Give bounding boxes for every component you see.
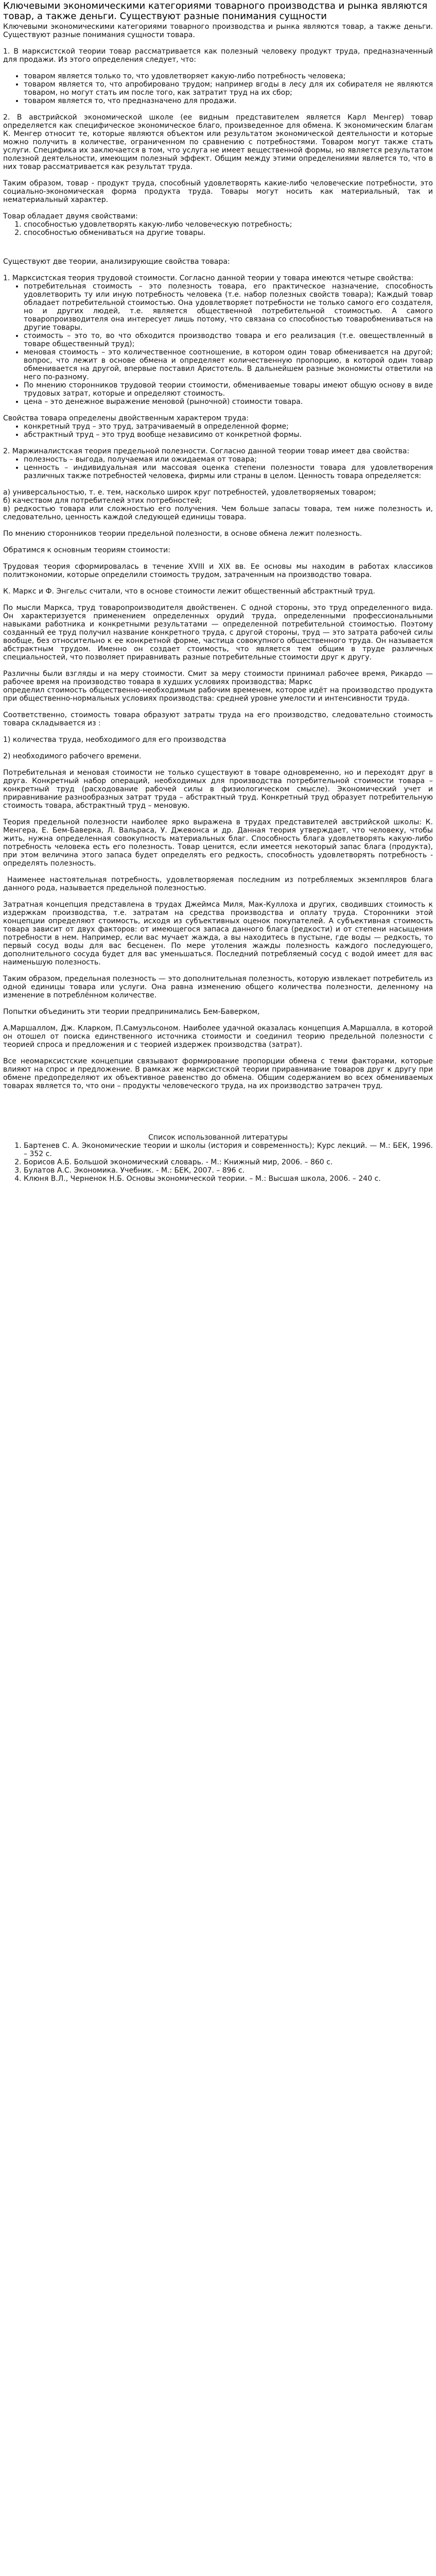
- paragraph-marginal-utility-theory: Теория предельной полезности наиболее ярко выражена в трудах представителей австрийской школы: К. Менгера, Е. Бем-Баверка, Л. Вальраса, У. Джевонса и др. Данная теория утверждает, что человеку, чтобы жить, нужна определенная совокупность материальных благ. Способность блага удовлетворять какую-либо потребность человека есть его полезность. Товар ценится, если имеется некоторый запас блага (продукта), при этом величина этого запаса будет определять его редкость, способность удовлетворять потребность - определять полезность.: [3, 818, 433, 868]
- paragraph-marx-dual-labor: По мысли Маркса, труд товаропроизводителя двойственен. С одной стороны, это труд определенного вида. Он характеризуется применением определенных орудий труда, определенными профессиональными навыками работника и конкретными результатами — определенной потребительной стоимостью. Поэтому созданный ее труд получил название конкретного труда, с другой стороны, труд — это затрата рабочей силы вообще, без относительно к ее конкретной форме, частица совокупного общественного труда. Он называется абстрактным трудом. Именно он создает стоимость, что является тем общим в труде различных специальностей, что позволяет приравнивать разные потребительные стоимости друг к другу.: [3, 604, 433, 662]
- paragraph-socially-necessary-time: определил стоимость общественно-необходимым рабочим временем, которое идёт на производство продукта при общественно-нормальных условиях производства: средней уровне умелости и интенсивности труда.: [3, 686, 433, 703]
- list-item: • По мнению сторонников трудовой теории стоимости, обмениваемые товары имеют общую основу в виде трудовых затрат, которые и определяют стоимость.: [24, 381, 433, 398]
- list-item: • абстрактный труд – это труд вообще независимо от конкретной формы.: [24, 431, 433, 439]
- paragraph-value-theories: Обратимся к основным теориям стоимости:: [3, 546, 170, 554]
- list-item: • товаром является то, что апробировано трудом; например вгоды в лесу для их собирателя не являются товаром, но могут стать им после того, как затратит труд на их сбор;: [24, 80, 433, 97]
- list-two-properties: [3, 221, 433, 237]
- spacer: [3, 1098, 433, 1117]
- references-title: Список использованной литературы: [148, 1133, 288, 1142]
- paragraph-marx-engels: К. Маркс и Ф. Энгельс считали, что в основе стоимости лежит общественный абстрактный труд.: [3, 587, 375, 596]
- paragraph-use-exchange-value: Потребительная и меновая стоимости не только существуют в товаре одновременно, но и переходят друг в друга. Конкретный набор операций, необходимых для производства потребительной стоимости товара – конкретный труд (расходование рабочей силы в физиологическом смысле). Экономический учет и приравнивание разнообразных затрат труда – абстрактный труд. Конкретный труд образует потребительную стоимость товара, абстрактный труд – меновую.: [3, 769, 433, 810]
- paragraph-value-b: б) качеством для потребителей этих потребностей;: [3, 497, 202, 505]
- list-marginal-properties: [3, 455, 433, 480]
- list-item: • ценность – индивидуальная или массовая оценка степени полезности товара для удовлетворения различных также потребностей человека, фирмы или страны в целом. Ценность товара определяется:: [24, 464, 433, 480]
- list-item: • полезность – выгода, получаемая или ожидаемая от товара;: [24, 455, 433, 464]
- reference-item: 1. Бартенев С. А. Экономические теории и школы (история и современность); Курс лекций. — М.: БЕК, 1996. – 352 с.: [24, 1142, 433, 1158]
- paragraph-two-properties-intro: Товар обладает двумя свойствами:: [3, 212, 138, 221]
- spacer: [3, 245, 433, 258]
- paragraph-two-theories: Существуют две теории, анализирующие свойства товара:: [3, 258, 230, 266]
- paragraph-labor-theory: 1. Марксистская теория трудовой стоимости. Согласно данной теории у товара имеются четыре свойства:: [3, 274, 414, 282]
- reference-item: 4. Клюня В.Л., Черненок Н.Б. Основы экономической теории. – М.: Высшая школа, 2006. – 240 с.: [24, 1175, 433, 1183]
- paragraph-conclusion: Таким образом, товар - продукт труда, способный удовлетворять какие-либо человеческие потребности, это социально-экономическая форма продукта труда. Товары могут носить как материальный, так и нематериальный характер.: [3, 179, 433, 204]
- list-item: 1. способностью удовлетворять какую-либо человеческую потребность;: [24, 221, 433, 229]
- paragraph-cost-concept: Затратная концепция представлена в трудах Джеймса Миля, Мак-Куллоха и других, сводивших стоимость к издержкам производства, т.е. затратам на средства производства и оплату труда. Сторонники этой концепции определяют стоимость, исходя из субъективных оценок покупателей. А субъективная стоимость товара зависит от двух факторов: от имеющегося запаса данного блага (редкости) и от степени насыщения потребности в нем. Например, если вас мучает жажда, а вы находитесь в пустыне, где воды — редкость, то первый сосуд воды для вас бесценен. По мере утоления жажды полезность каждого последующего, дополнительного сосуда будет для вас уменьшаться. Последний потребляемый сосуд с водой имеет для вас наименьшую полезность.: [3, 901, 433, 967]
- paragraph-marginal-utility-summary: Таким образом, предельная полезность — это дополнительная полезность, которую извлекает потребитель из одной единицы товара или услуги. Она равна изменению общего количества полезности, деленному на изменение в потреблённом количестве.: [3, 975, 433, 999]
- paragraph-austrian-school: 2. В австрийской экономической школе (ее видным представителем является Карл Менгер) товар определяется как специфическое экономическое благо, произведенное для обмена. К экономическим благам К. Менгер относит те, которые являются объектом или результатом экономической деятельности и которые можно получить в количестве, ограниченном по сравнению с потребностями. Товаром могут также стать услуги. Специфика их заключается в том, что услуга не имеет вещественной формы, но является результатом полезной деятельности, имеющим полезный эффект. Общим между этими определениями является то, что в них товар рассматривается как результат труда.: [3, 113, 433, 171]
- list-item: • конкретный труд – это труд, затрачиваемый в определенной форме;: [24, 422, 433, 431]
- paragraph-marxist-definition: 1. В марксистской теории товар рассматривается как полезный человеку продукт труда, предназначенный для продажи. Из этого определения следует, что:: [3, 47, 433, 64]
- intro-paragraph: Ключевыми экономическими категориями товарного производства и рынка являются товар, а также деньги. Существуют разные понимания сущности товара.: [3, 23, 433, 39]
- list-item: • стоимость – это то, во что обходится производство товара и его реализация (т.е. овеществленный в товаре общественный труд);: [24, 332, 433, 348]
- paragraph-labor-theory-history: Трудовая теория сформировалась в течение XVIII и XIX вв. Ее основы мы находим в работах классиков политэкономии, которые определили стоимость трудом, затраченным на производство товара.: [3, 563, 433, 579]
- paragraph-value-composition: Соответственно, стоимость товара образуют затраты труда на его производство, следовательно стоимость товара складывается из :: [3, 711, 433, 727]
- list-item: • цена – это денежное выражение меновой (рыночной) стоимости товара.: [24, 398, 433, 406]
- paragraph-neomarxist: Все неомарксистские концепции связывают формирование пропорции обмена с теми факторами, которые влияют на спрос и предложение. В рамках же марксистской теории приравнивание товаров друг к другу при обмене предопределяют их объективное равенство до обмена. Общим содержанием во всех обмениваемых товарах является то, что они – продукты человеческого труда, на их производство затрачен труд.: [3, 1057, 433, 1090]
- paragraph-synthesis-attempts: Попытки объединить эти теории предпринимались Бем-Баверком,: [3, 1008, 260, 1016]
- references-list: [3, 1142, 433, 1183]
- paragraph-measure-of-value: Различны были взгляды и на меру стоимости. Смит за меру стоимости принимал рабочее время, Рикардо — рабочее время на производство товара в худших условиях производства; Маркс: [3, 670, 433, 686]
- paragraph-value-c: в) редкостью товара или сложностью его получения. Чем больше запасы товара, тем ниже полезность и, следовательно, ценность каждой следующей единицы товара.: [3, 505, 433, 521]
- paragraph-composition-2: 2) необходимого рабочего времени.: [3, 752, 142, 760]
- list-item: • товаром является то, что предназначено для продажи.: [24, 97, 433, 105]
- paragraph-utility-basis: По мнению сторонников теории предельной полезности, в основе обмена лежит полезность.: [3, 530, 362, 538]
- paragraph-marginal-theory: 2. Маржиналистская теория предельной полезности. Согласно данной теории товар имеет два свойства:: [3, 447, 410, 455]
- paragraph-dual-labor: Свойства товара определены двойственным характером труда:: [3, 414, 249, 422]
- paragraph-marginal-utility-definition: Наименее настоятельная потребность, удовлетворяемая последним из потребляемых экземпляров блага данного рода, называется предельной полезностью.: [3, 876, 433, 892]
- paragraph-composition-1: 1) количества труда, необходимого для его производства: [3, 736, 226, 744]
- list-labor-theory-properties: [3, 282, 433, 406]
- list-item: • товаром является только то, что удовлетворяет какую-либо потребность человека;: [24, 72, 433, 80]
- list-item: 2. способностью обмениваться на другие товары.: [24, 229, 433, 237]
- page-title: Ключевыми экономическими категориями товарного производства и рынка являются товар, а также деньги. Существуют разные понимания сущности: [3, 1, 428, 22]
- list-marxist-conditions: [3, 72, 433, 105]
- paragraph-marshall: А.Маршаллом, Дж. Кларком, П.Самуэльсоном. Наиболее удачной оказалась концепция А.Маршалла, в которой он отошел от поиска единственного источника стоимости и соединил теорию предельной полезности с теорией спроса и предложения и с теорией издержек производства (затрат).: [3, 1024, 433, 1049]
- document-page: [0, 1, 436, 1212]
- list-item: • потребительная стоимость – это полезность товара, его практическое назначение, способность удовлетворить ту или иную потребность человека (т.е. набор полезных свойств товара); Каждый товар обладает потребительной стоимостью. Она удовлетворяет потребности не только самого его создателя, но и других людей, т.е. является общественной потребительной стоимостью. А самого товаропроизводителя она интересует лишь потому, что связана со способностью товаробмениваться на другие товары.: [24, 282, 433, 332]
- list-item: • меновая стоимость – это количественное соотношение, в котором один товар обменивается на другой; вопрос, что лежит в основе обмена и определяет количественную пропорцию, в которой один товар обменивается на другой, впервые поставил Аристотель. В дальнейшем разные экономисты ответили на него по-разному.: [24, 348, 433, 381]
- reference-item: 3. Булатов А.С. Экономика. Учебник. - М.: БЕК, 2007. – 896 с.: [24, 1166, 433, 1175]
- reference-item: 2. Борисов А.Б. Большой экономический словарь. - М.: Книжный мир, 2006. – 860 с.: [24, 1158, 433, 1166]
- paragraph-value-a: а) универсальностью, т. е. тем, насколько широк круг потребностей, удовлетворяемых товаром;: [3, 488, 376, 497]
- list-labor-types: [3, 422, 433, 439]
